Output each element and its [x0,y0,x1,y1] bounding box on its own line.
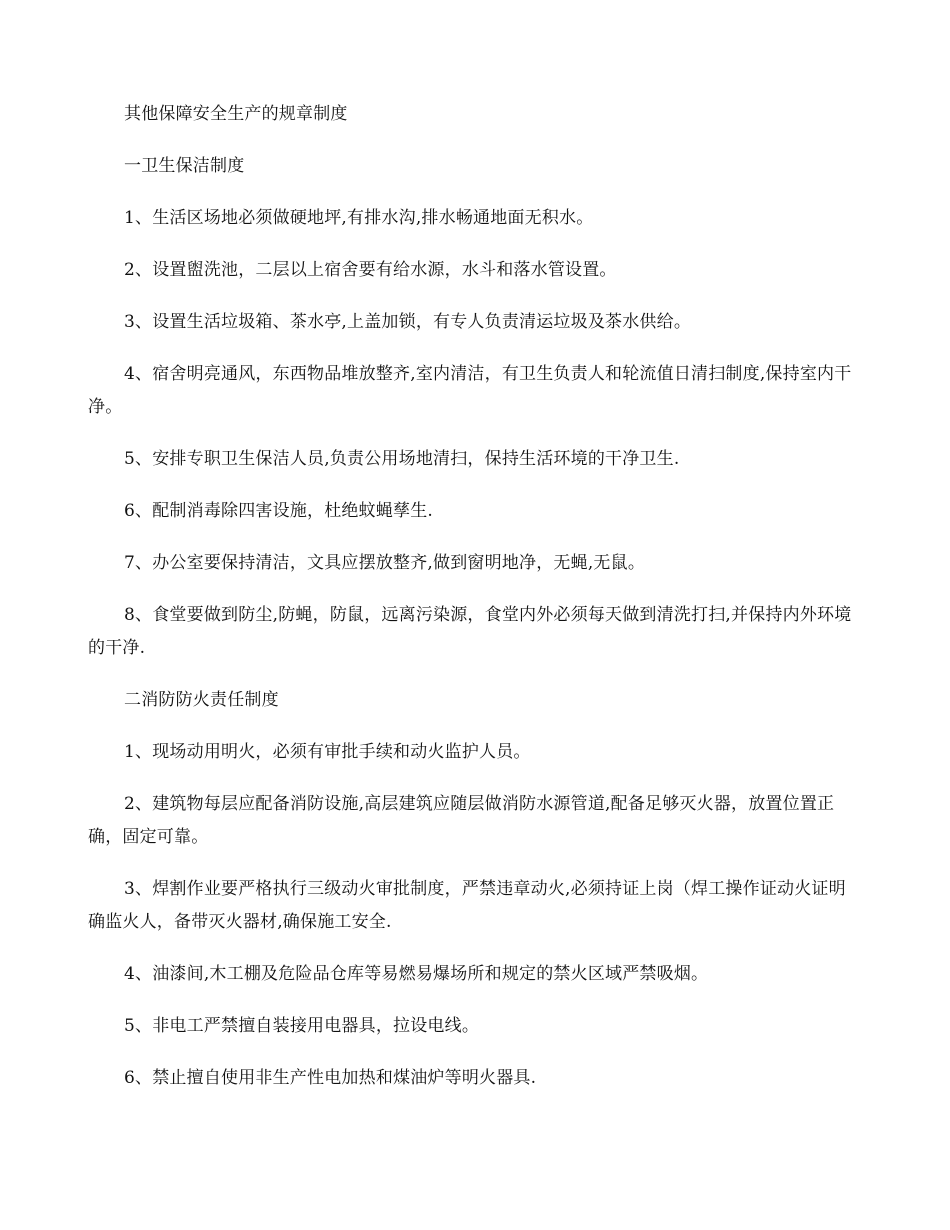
fire-safety-item-4: 4、油漆间,木工棚及危险品仓库等易燃易爆场所和规定的禁火区域严禁吸烟。 [124,964,709,984]
fire-safety-item-2: 2、建筑物每层应配备消防设施,高层建筑应随层做消防水源管道,配备足够灭火器，放置位置正确，固定可靠。 [88,794,835,847]
sanitation-item-6: 6、配制消毒除四害设施，杜绝蚊蝇孳生. [124,501,434,521]
document-page [88,98,858,1114]
sanitation-item-2: 2、设置盥洗池，二层以上宿舍要有给水源，水斗和落水管设置。 [124,260,617,280]
sanitation-item-3: 3、设置生活垃圾箱、茶水亭,上盖加锁，有专人负责清运垃圾及茶水供给。 [124,312,692,332]
fire-safety-item-5: 5、非电工严禁擅自装接用电器具，拉设电线。 [124,1016,480,1036]
sanitation-item-4: 4、宿舍明亮通风，东西物品堆放整齐,室内清洁，有卫生负责人和轮流值日清扫制度,保持室内干净。 [88,364,852,417]
sanitation-item-7: 7、办公室要保持清洁，文具应摆放整齐,做到窗明地净，无蝇,无鼠。 [124,553,646,573]
document-title: 其他保障安全生产的规章制度 [124,104,348,124]
sanitation-item-8: 8、食堂要做到防尘,防蝇，防鼠，远离污染源，食堂内外必须每天做到清洗打扫,并保持内外环境的干净. [88,605,852,658]
section-heading-fire-safety: 二消防防火责任制度 [124,690,279,710]
fire-safety-item-3: 3、焊割作业要严格执行三级动火审批制度，严禁违章动火,必须持证上岗（焊工操作证动火证明确监火人，备带灭火器材,确保施工安全. [88,879,846,932]
sanitation-item-1: 1、生活区场地必须做硬地坪,有排水沟,排水畅通地面无积水。 [124,208,594,228]
fire-safety-item-1: 1、现场动用明火，必须有审批手续和动火监护人员。 [124,742,531,762]
sanitation-item-5: 5、安排专职卫生保洁人员,负责公用场地清扫，保持生活环境的干净卫生. [124,449,680,469]
fire-safety-item-6: 6、禁止擅自使用非生产性电加热和煤油炉等明火器具. [124,1068,537,1088]
section-heading-sanitation: 一卫生保洁制度 [124,156,245,176]
